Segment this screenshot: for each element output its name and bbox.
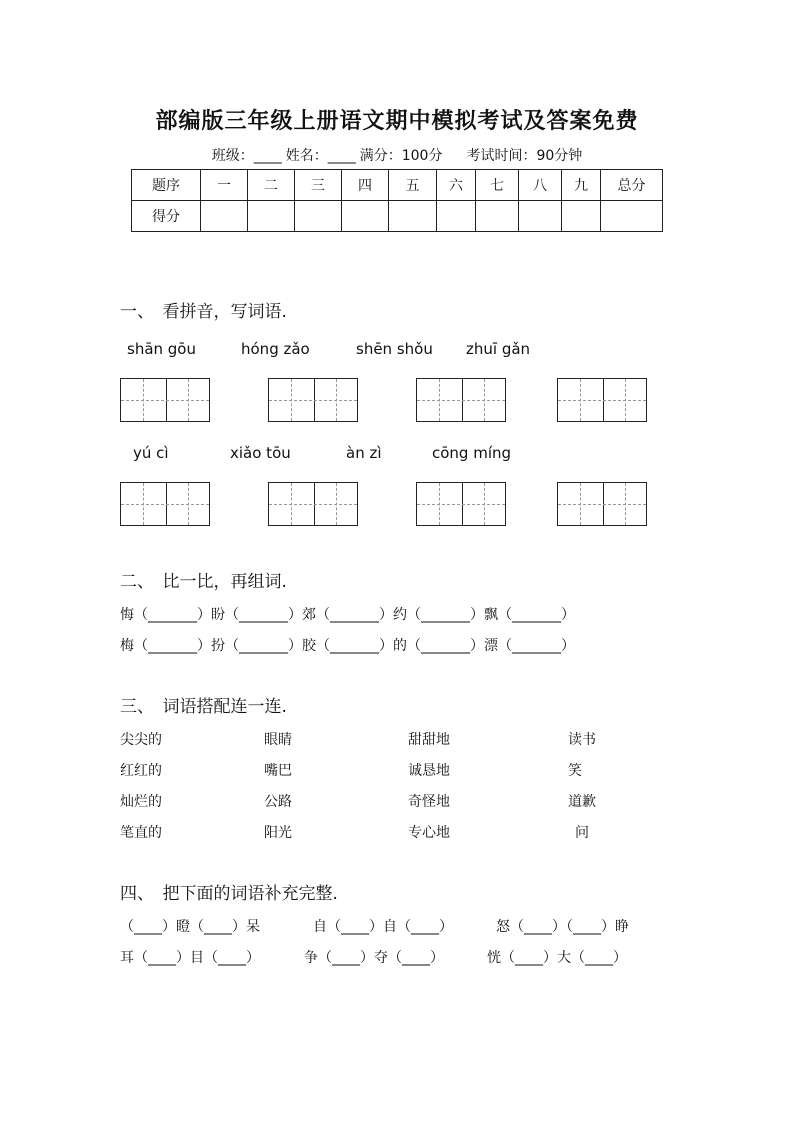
header-cell: 三 [295, 170, 342, 201]
section3-heading: 三、 词语搭配连一连. [120, 697, 287, 717]
section2-heading: 二、 比一比，再组词. [120, 572, 287, 592]
idiom-blank: 自（____）自（____） [313, 919, 453, 935]
score-row [132, 201, 663, 232]
match-word: 笔直的 [120, 825, 162, 841]
score-cell[interactable] [342, 201, 389, 232]
writing-grid[interactable] [268, 378, 358, 422]
name-field: 姓名：____ [285, 148, 356, 164]
match-word: 笑 [568, 763, 582, 779]
header-cell: 六 [437, 170, 476, 201]
header-cell: 九 [562, 170, 601, 201]
section1-heading: 一、 看拼音，写词语. [120, 302, 287, 322]
match-word: 尖尖的 [120, 732, 162, 748]
idiom-blank: （____）瞪（____）呆 [120, 919, 260, 935]
header-cell: 总分 [601, 170, 663, 201]
score-cell[interactable] [476, 201, 519, 232]
score-cell[interactable] [201, 201, 248, 232]
score-header-row [132, 170, 663, 201]
idiom-blank: 恍（____）大（____） [487, 950, 627, 966]
compare-line: 梅（_______）扮（_______）胶（_______）的（_______）漂（_______） [120, 638, 575, 654]
header-cell: 五 [389, 170, 437, 201]
compare-line: 悔（_______）盼（_______）郊（_______）约（_______）飘（_______） [120, 607, 575, 623]
header-cell: 二 [248, 170, 295, 201]
exam-info [0, 145, 794, 165]
score-table [131, 169, 663, 232]
match-word: 甜甜地 [408, 732, 450, 748]
match-word: 公路 [264, 794, 292, 810]
match-word: 阳光 [264, 825, 292, 841]
writing-grid[interactable] [416, 482, 506, 526]
idiom-blank: 怒（____）（____）睁 [496, 919, 629, 935]
exam-time: 考试时间：90分钟 [466, 148, 583, 164]
match-word: 问 [575, 825, 589, 841]
header-cell: 题序 [132, 170, 201, 201]
writing-grid[interactable] [557, 482, 647, 526]
pinyin-label: shēn shǒu [356, 340, 433, 358]
pinyin-label: shān gōu [127, 340, 196, 358]
writing-grid[interactable] [120, 378, 210, 422]
writing-grid[interactable] [557, 378, 647, 422]
score-cell[interactable] [519, 201, 562, 232]
document-title: 部编版三年级上册语文期中模拟考试及答案免费 [155, 108, 639, 134]
pinyin-label: hóng zǎo [241, 340, 310, 358]
match-word: 眼睛 [264, 732, 292, 748]
pinyin-label: cōng míng [432, 444, 512, 462]
writing-grid[interactable] [120, 482, 210, 526]
class-field: 班级：____ [211, 148, 282, 164]
header-cell: 七 [476, 170, 519, 201]
score-cell[interactable] [389, 201, 437, 232]
writing-grid[interactable] [416, 378, 506, 422]
idiom-blank: 争（____）夺（____） [304, 950, 444, 966]
idiom-blank: 耳（____）目（____） [120, 950, 260, 966]
score-cell[interactable] [248, 201, 295, 232]
score-cell[interactable] [562, 201, 601, 232]
match-word: 读书 [568, 732, 596, 748]
score-cell[interactable] [601, 201, 663, 232]
score-row-label: 得分 [132, 201, 201, 232]
match-word: 道歉 [568, 794, 596, 810]
match-word: 专心地 [408, 825, 450, 841]
score-cell[interactable] [295, 201, 342, 232]
header-cell: 一 [201, 170, 248, 201]
match-word: 灿烂的 [120, 794, 162, 810]
match-word: 奇怪地 [408, 794, 450, 810]
writing-grid[interactable] [268, 482, 358, 526]
match-word: 红红的 [120, 763, 162, 779]
header-cell: 四 [342, 170, 389, 201]
pinyin-label: xiǎo tōu [230, 444, 291, 462]
match-word: 嘴巴 [264, 763, 292, 779]
match-word: 诚恳地 [408, 763, 450, 779]
header-cell: 八 [519, 170, 562, 201]
full-score: 满分：100分 [359, 148, 443, 164]
pinyin-label: àn zì [346, 444, 382, 462]
pinyin-label: yú cì [133, 444, 169, 462]
pinyin-label: zhuī gǎn [466, 340, 531, 358]
section4-heading: 四、 把下面的词语补充完整. [120, 884, 338, 904]
score-cell[interactable] [437, 201, 476, 232]
